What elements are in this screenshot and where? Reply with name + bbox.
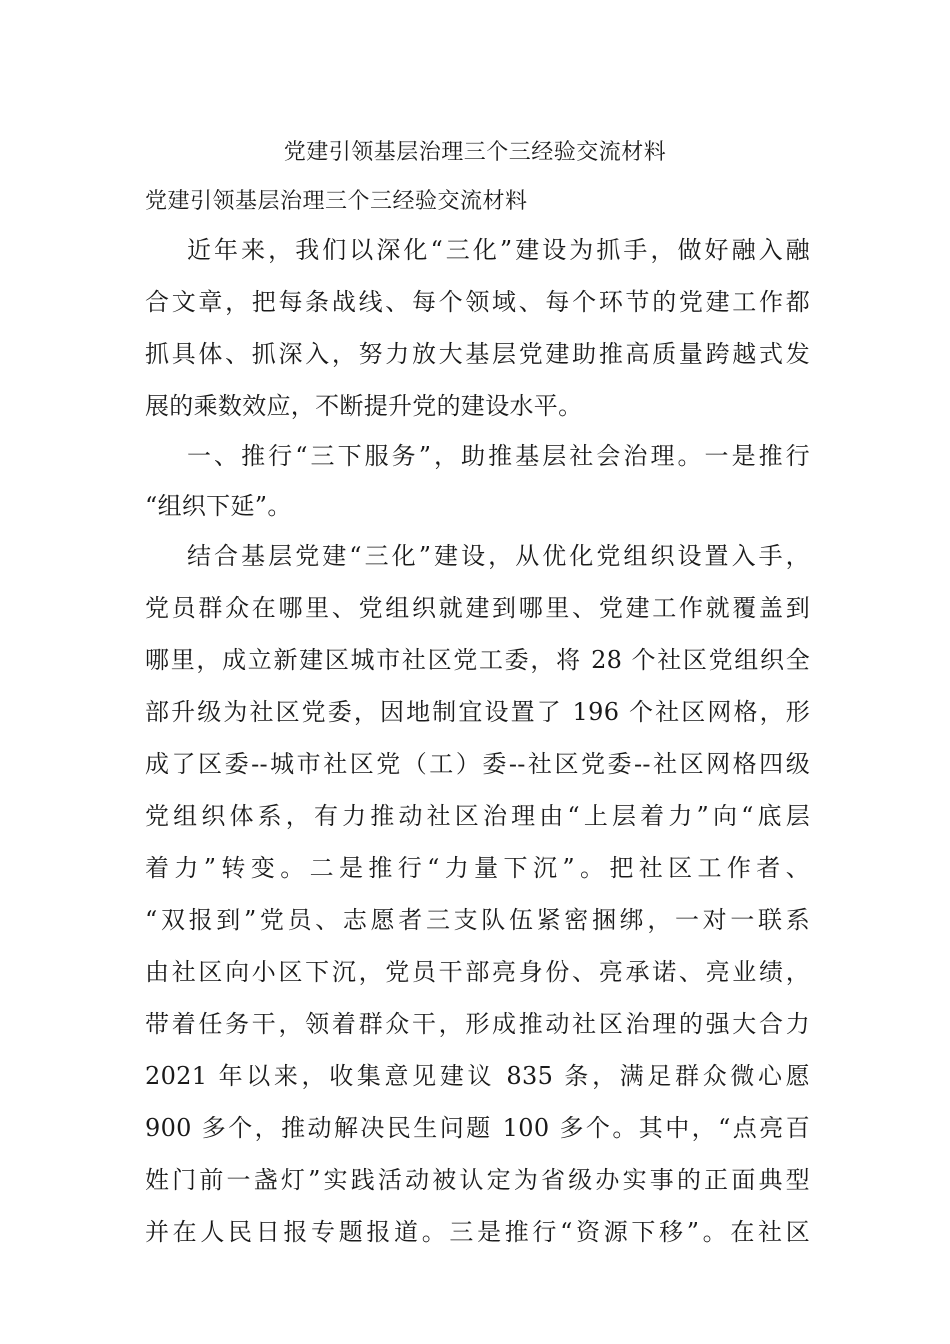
paragraph-line: 由社区向小区下沉，党员干部亮身份、亮承诺、亮业绩，	[145, 958, 810, 986]
paragraph-line: 展的乘数效应，不断提升党的建设水平。	[145, 392, 583, 420]
paragraph-line: 2021 年以来，收集意见建议 835 条，满足群众微心愿	[145, 1062, 810, 1090]
paragraph-line: “双报到”党员、志愿者三支队伍紧密捆绑，一对一联系	[145, 906, 810, 934]
paragraph-line: 姓门前一盏灯”实践活动被认定为省级办实事的正面典型	[145, 1166, 810, 1194]
paragraph-line: 党员群众在哪里、党组织就建到哪里、党建工作就覆盖到	[145, 594, 810, 622]
paragraph-line: 哪里，成立新建区城市社区党工委，将 28 个社区党组织全	[145, 646, 810, 674]
document-subtitle: 党建引领基层治理三个三经验交流材料	[145, 189, 528, 214]
paragraph-line: 900 多个，推动解决民生问题 100 多个。其中，“点亮百	[145, 1114, 810, 1142]
paragraph-line: 着力”转变。二是推行“力量下沉”。把社区工作者、	[145, 854, 810, 882]
paragraph-line: 带着任务干，领着群众干，形成推动社区治理的强大合力	[145, 1010, 810, 1038]
paragraph-line: 近年来，我们以深化“三化”建设为抓手，做好融入融	[187, 236, 810, 264]
paragraph-line: 合文章，把每条战线、每个领域、每个环节的党建工作都	[145, 288, 810, 316]
paragraph-line: 部升级为社区党委，因地制宜设置了 196 个社区网格，形	[145, 698, 810, 726]
paragraph-line: 结合基层党建“三化”建设，从优化党组织设置入手，	[187, 542, 810, 570]
paragraph-line: 并在人民日报专题报道。三是推行“资源下移”。在社区	[145, 1218, 810, 1246]
document-title: 党建引领基层治理三个三经验交流材料	[283, 140, 667, 165]
paragraph-line: 抓具体、抓深入，努力放大基层党建助推高质量跨越式发	[145, 340, 810, 368]
paragraph-line: 党组织体系，有力推动社区治理由“上层着力”向“底层	[145, 802, 810, 830]
paragraph-line: 成了区委--城市社区党（工）委--社区党委--社区网格四级	[145, 750, 810, 778]
paragraph-line: “组织下延”。	[145, 492, 292, 520]
paragraph-line: 一、推行“三下服务”，助推基层社会治理。一是推行	[187, 442, 810, 470]
